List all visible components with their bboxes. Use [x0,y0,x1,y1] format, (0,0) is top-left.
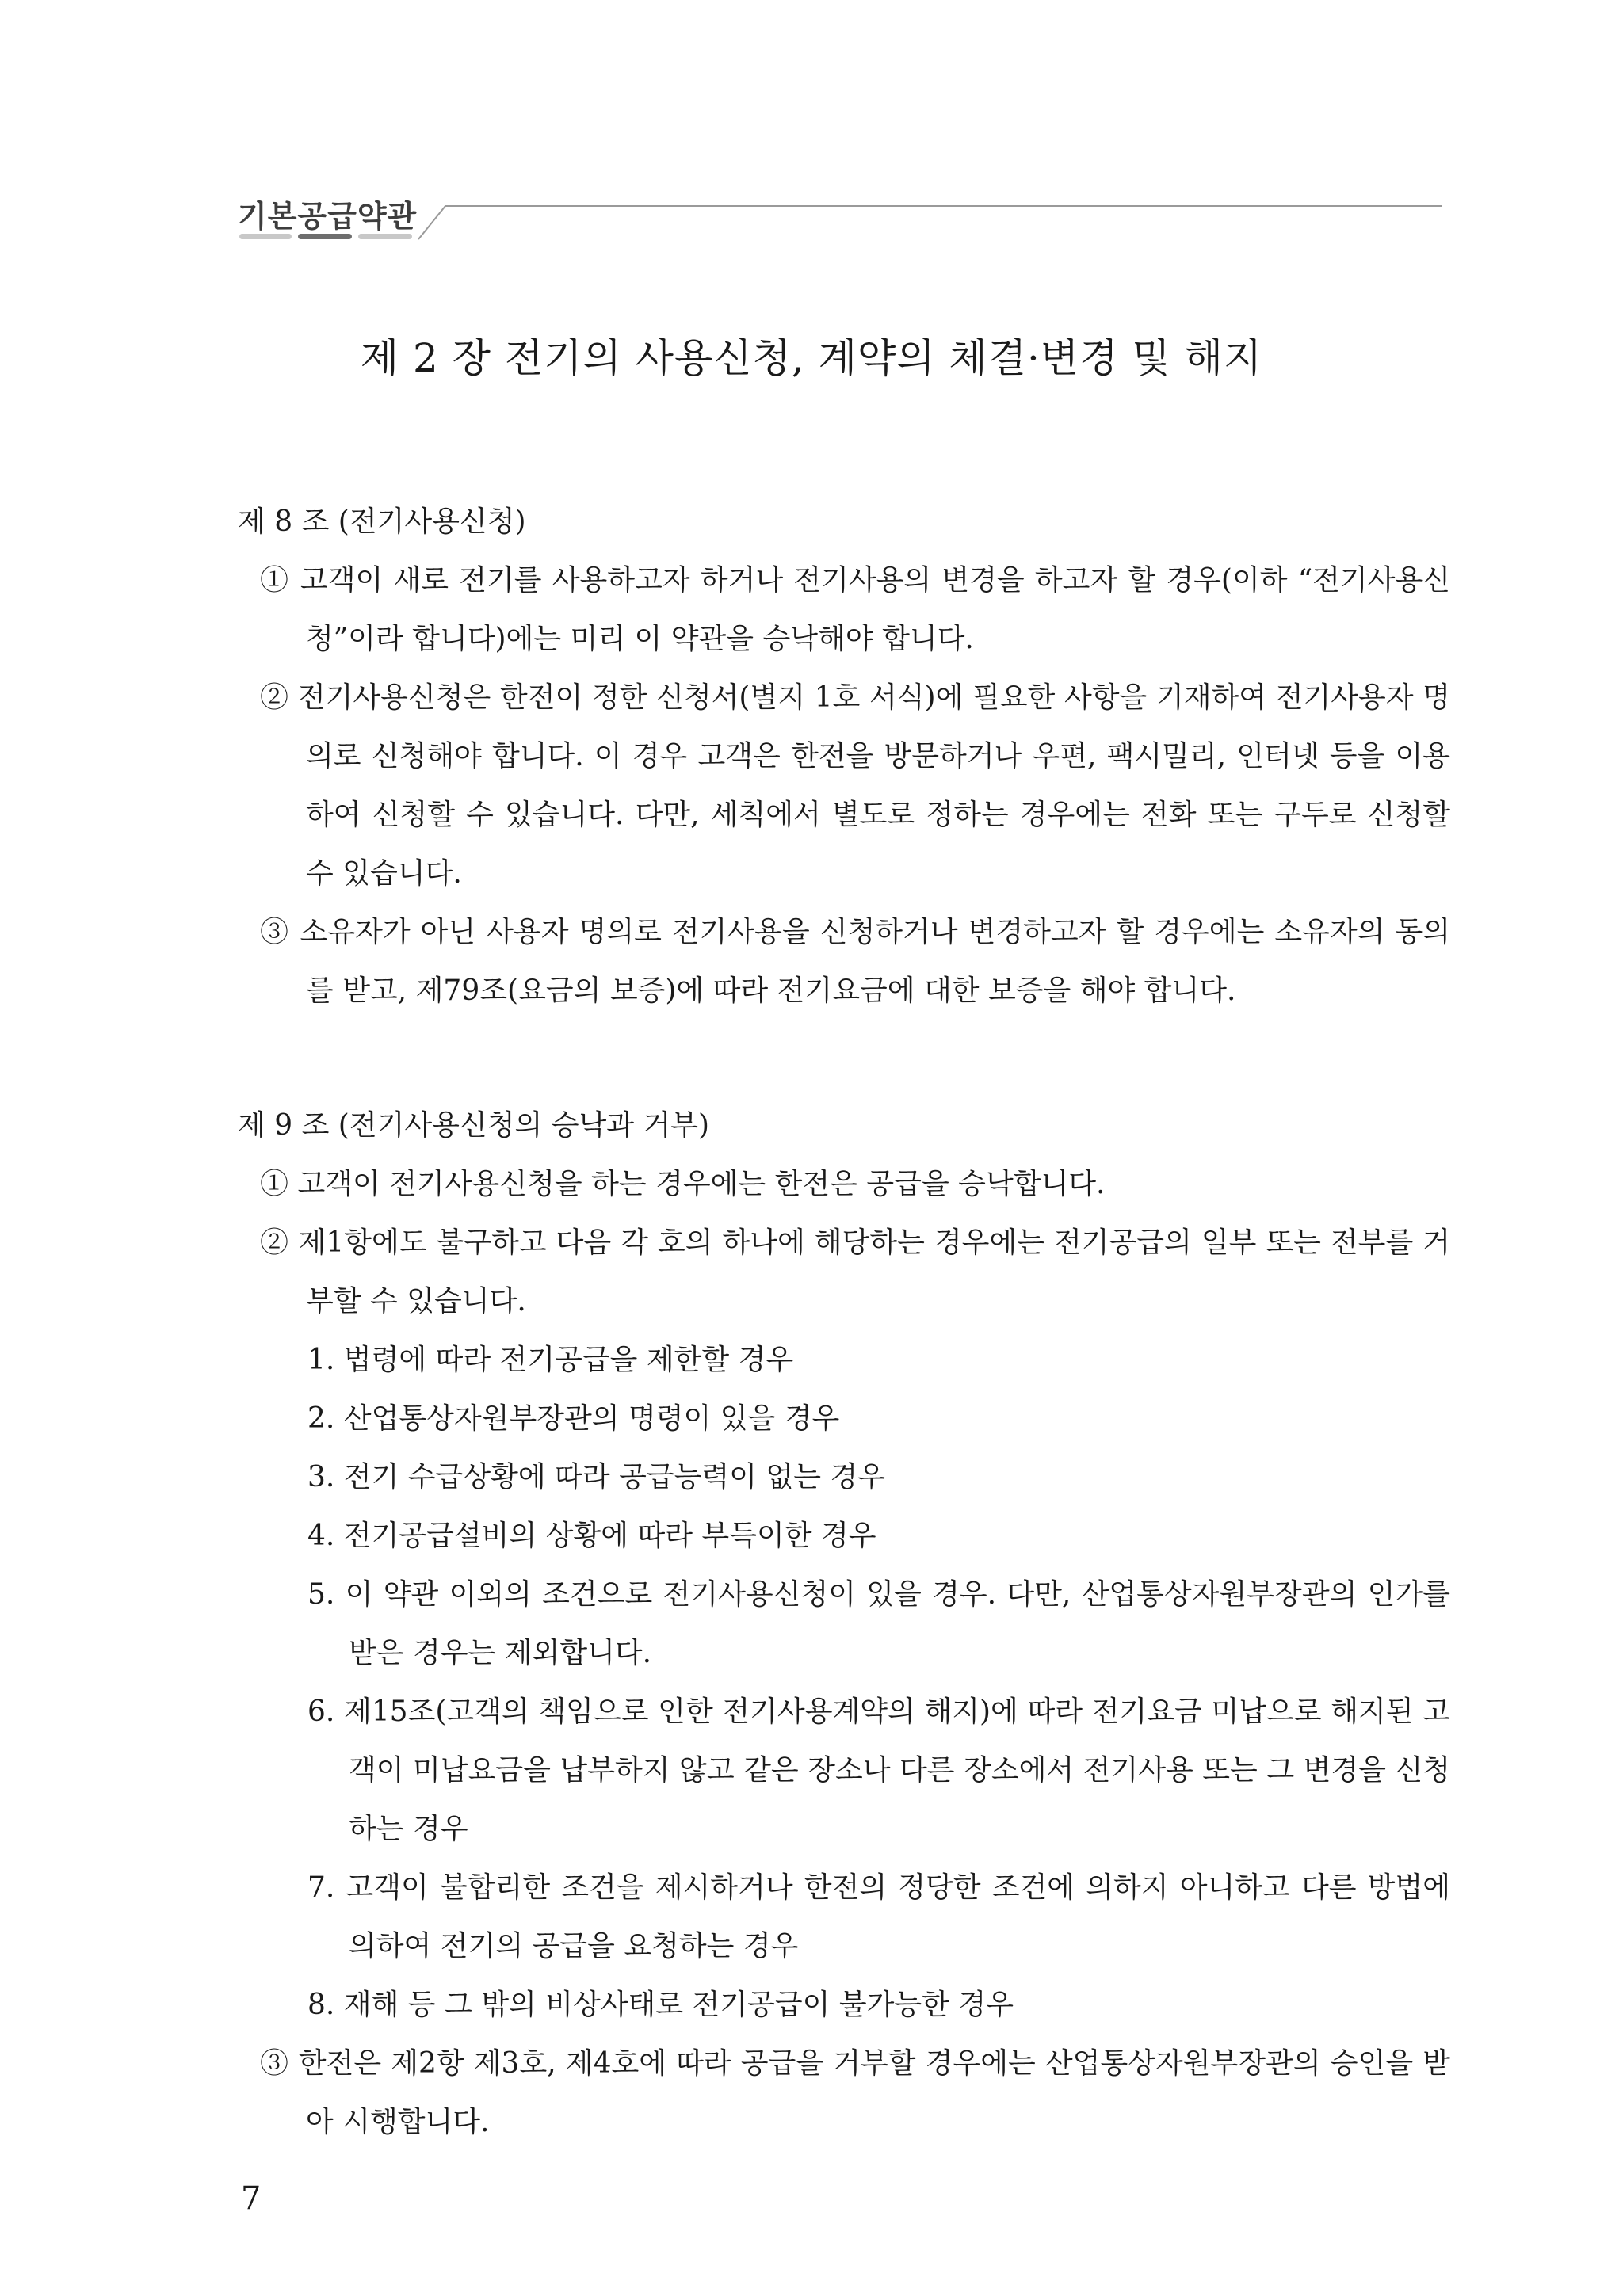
article-9-item-8: 8. 재해 등 그 밖의 비상사태로 전기공급이 불가능한 경우 [307,1989,1014,2021]
article-spacer [238,1020,1450,1097]
article-9-item-4: 4. 전기공급설비의 상황에 따라 부득이한 경우 [307,1520,876,1552]
chapter-title: 제 2 장 전기의 사용신청, 계약의 체결·변경 및 해지 [360,335,1263,381]
article-8-clause-3: ③ 소유자가 아닌 사용자 명의로 전기사용을 신청하거나 변경하고자 할 경우에는 소유자의 동의를 받고, 제79조(요금의 보증)에 따라 전기요금에 대한 보증을 해야 합니다. [260,916,1450,1007]
article-9-clause-2: ② 제1항에도 불구하고 다음 각 호의 하나에 해당하는 경우에는 전기공급의 일부 또는 전부를 거부할 수 있습니다. [260,1226,1450,1318]
article-9-clause-1: ① 고객이 전기사용신청을 하는 경우에는 한전은 공급을 승낙합니다. [260,1168,1106,1200]
header-rule-graphic [238,187,1442,250]
article-9-item-5: 5. 이 약관 이외의 조건으로 전기사용신청이 있을 경우. 다만, 산업통상자원부장관의 인가를 받은 경우는 제외합니다. [307,1578,1450,1669]
page-number: 7 [241,2180,262,2217]
article-8-clause-2: ② 전기사용신청은 한전이 정한 신청서(별지 1호 서식)에 필요한 사항을 기재하여 전기사용자 명의로 신청해야 합니다. 이 경우 고객은 한전을 방문하거나 우편, 팩시밀리, 인터넷 등을 이용하여 신청할 수 있습니다. 다만, 세칙에서 별도로 정하는 경우에는 전화 또는 구두로 신청할 수 있습니다. [260,681,1450,890]
article-9-clause-3: ③ 한전은 제2항 제3호, 제4호에 따라 공급을 거부할 경우에는 산업통상자원부장관의 승인을 받아 시행합니다. [260,2047,1450,2138]
article-9-item-1: 1. 법령에 따라 전기공급을 제한할 경우 [307,1344,794,1376]
running-header [238,187,1442,250]
section-label: 기본공급약관 [238,199,418,234]
article-9-heading: 제 9 조 (전기사용신청의 승낙과 거부) [238,1109,710,1142]
article-8-heading: 제 8 조 (전기사용신청) [238,505,526,538]
article-8-clause-1: ① 고객이 새로 전기를 사용하고자 하거나 전기사용의 변경을 하고자 할 경우(이하 “전기사용신청”이라 합니다)에는 미리 이 약관을 승낙해야 합니다. [260,564,1450,655]
body-text [238,493,1450,2152]
article-9-item-3: 3. 전기 수급상황에 따라 공급능력이 없는 경우 [307,1461,885,1493]
article-9-item-6: 6. 제15조(고객의 책임으로 인한 전기사용계약의 해지)에 따라 전기요금 미납으로 해지된 고객이 미납요금을 납부하지 않고 같은 장소나 다른 장소에서 전기사용 또는 그 변경을 신청하는 경우 [307,1695,1450,1845]
article-9-item-7: 7. 고객이 불합리한 조건을 제시하거나 한전의 정당한 조건에 의하지 아니하고 다른 방법에 의하여 전기의 공급을 요청하는 경우 [307,1871,1450,1962]
article-9-item-2: 2. 산업통상자원부장관의 명령이 있을 경우 [307,1402,840,1435]
